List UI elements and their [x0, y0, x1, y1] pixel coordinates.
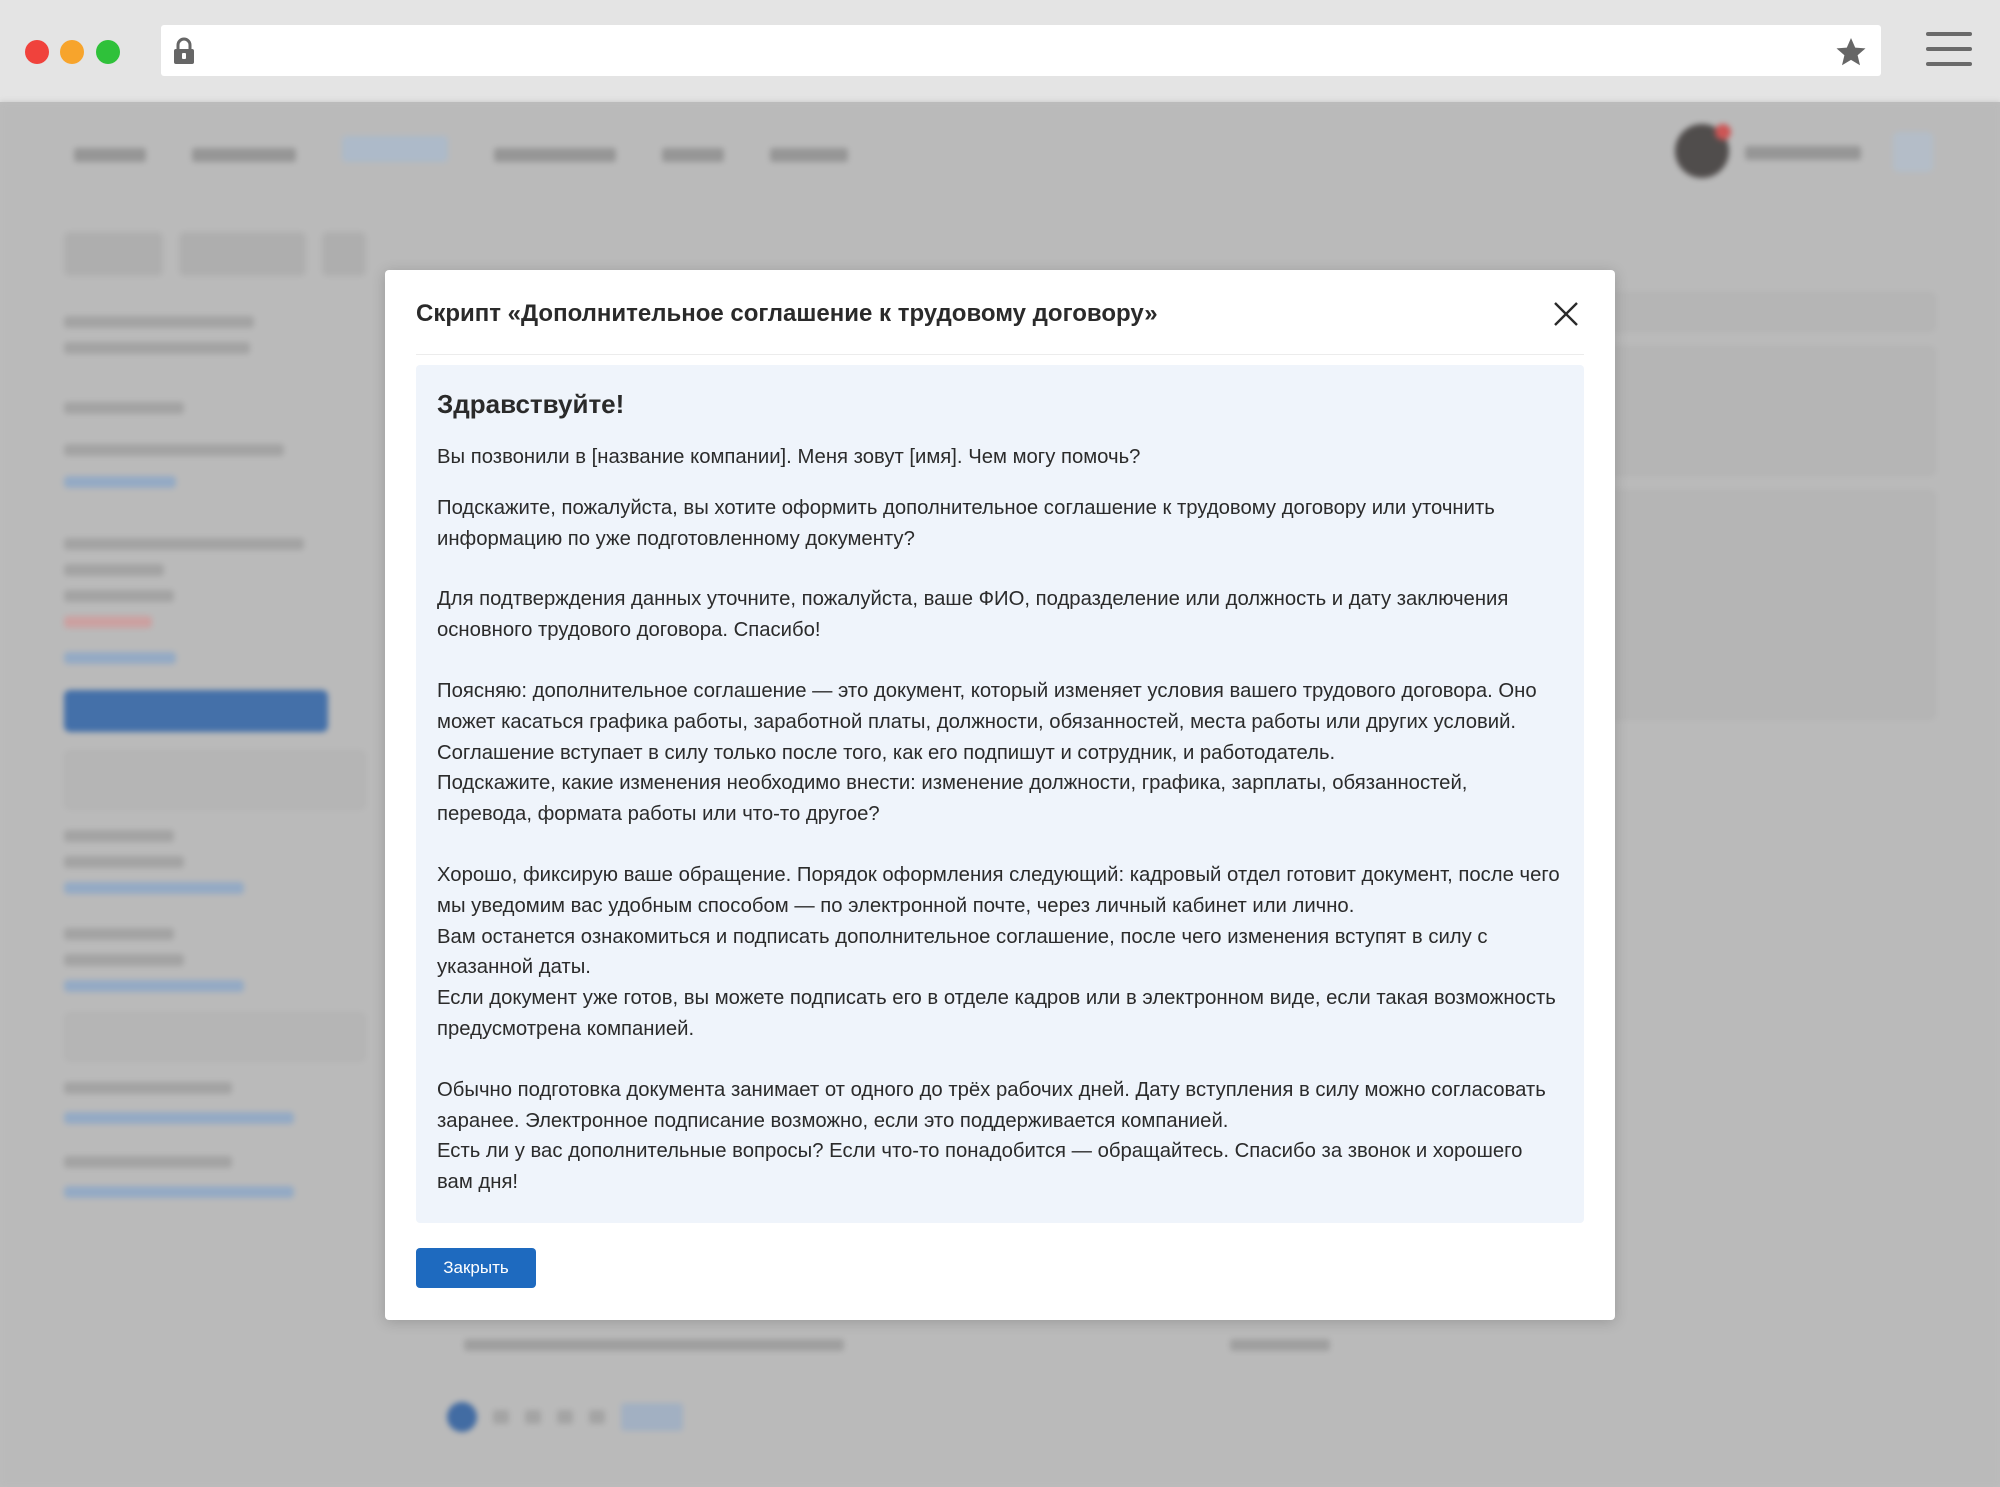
- script-paragraph: Подскажите, какие изменения необходимо внести: изменение должности, графика, зарплаты, обязанностей, перевода, формата работы или что-то другое?: [437, 772, 1468, 826]
- window-close-dot[interactable]: [25, 40, 49, 64]
- window-maximize-dot[interactable]: [96, 40, 120, 64]
- script-text-box: [416, 365, 1584, 1223]
- script-paragraph: Если документ уже готов, вы можете подписать его в отделе кадров или в электронном виде, если такая возможность предусмотрена компанией.: [437, 987, 1556, 1040]
- browser-chrome: [0, 0, 2000, 102]
- lock-icon: [171, 37, 197, 65]
- window-minimize-dot[interactable]: [60, 40, 84, 64]
- hamburger-icon[interactable]: [1926, 32, 1972, 68]
- script-paragraph: Подскажите, пожалуйста, вы хотите оформить дополнительное соглашение к трудовому договору или уточнить информацию по уже подготовленному документу?: [437, 496, 1495, 550]
- close-button[interactable]: Закрыть: [416, 1248, 536, 1288]
- close-icon[interactable]: [1550, 298, 1582, 330]
- script-paragraph: Вы позвонили в [название компании]. Меня зовут [имя]. Чем могу помочь?: [437, 446, 1141, 468]
- modal-title: Скрипт «Дополнительное соглашение к трудовому договору»: [416, 300, 1158, 327]
- script-paragraph: Вам останется ознакомиться и подписать дополнительное соглашение, после чего изменения вступят в силу с указанной даты.: [437, 925, 1488, 979]
- modal-header: [416, 296, 1584, 355]
- address-bar[interactable]: [161, 25, 1881, 76]
- script-paragraph: Поясняю: дополнительное соглашение — это документ, который изменяет условия вашего трудового договора. Оно может касаться графика работы, заработной платы, должности, обязанностей, места работы или других условий. Соглашение вступает в силу только после того, как его подпишут и сотрудник, и работодатель.: [437, 679, 1537, 764]
- script-paragraph: Для подтверждения данных уточните, пожалуйста, ваше ФИО, подразделение или должность и дату заключения основного трудового договора. Спасибо!: [437, 588, 1509, 642]
- script-modal: [385, 270, 1615, 1320]
- script-paragraph: Есть ли у вас дополнительные вопросы? Если что-то понадобится — обращайтесь. Спасибо за звонок и хорошего вам дня!: [437, 1140, 1523, 1194]
- script-paragraph: Хорошо, фиксирую ваше обращение. Порядок оформления следующий: кадровый отдел готовит документ, после чего мы уведомим вас удобным способом — по электронной почте, через личный кабинет или лично.: [437, 863, 1560, 917]
- star-icon[interactable]: [1835, 36, 1867, 68]
- script-greeting: Здравствуйте!: [437, 389, 625, 419]
- script-paragraph: Обычно подготовка документа занимает от одного до трёх рабочих дней. Дату вступления в силу можно согласовать заранее. Электронное подписание возможно, если это поддерживается компанией.: [437, 1078, 1546, 1132]
